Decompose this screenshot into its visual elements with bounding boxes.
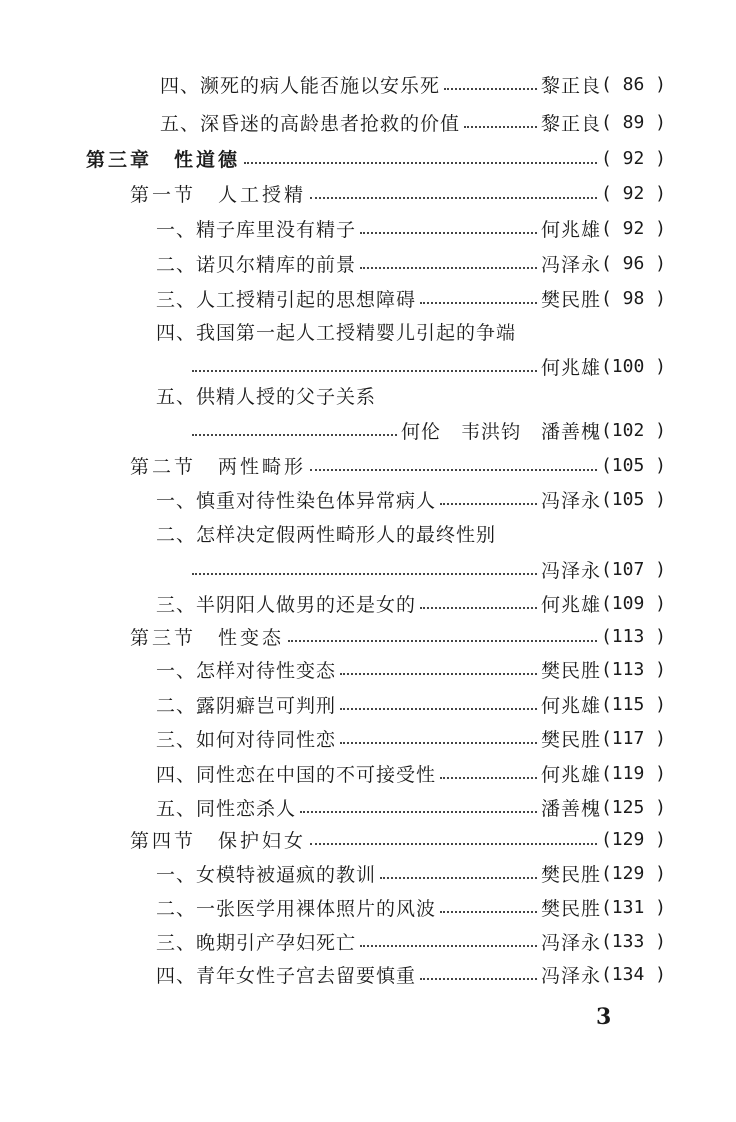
toc-entry-page: (100 ) <box>600 355 666 377</box>
toc-entry-page: (109 ) <box>600 592 666 614</box>
toc-entry <box>160 106 666 138</box>
toc-entry-title: 一、怎样对待性变态 <box>156 659 337 682</box>
toc-entry <box>156 688 666 720</box>
toc-entry-page: (113 ) <box>600 658 666 680</box>
toc-entry-page: (125 ) <box>600 796 666 818</box>
toc-section-title: 第四节 保护妇女 <box>130 829 307 852</box>
leader-dots <box>340 673 537 675</box>
toc-entry-title: 四、濒死的病人能否施以安乐死 <box>160 74 441 97</box>
toc-entry-author: 樊民胜 <box>540 897 601 920</box>
page-number: 3 <box>596 1004 612 1030</box>
toc-entry-title: 四、我国第一起人工授精婴儿引起的争端 <box>156 321 517 344</box>
toc-entry-title: 二、怎样决定假两性畸形人的最终性别 <box>156 523 497 546</box>
toc-entry-title: 三、晚期引产孕妇死亡 <box>156 931 357 954</box>
leader-dots <box>420 302 537 304</box>
toc-chapter-title: 第三章 性道德 <box>86 148 241 171</box>
toc-entry <box>156 791 666 823</box>
leader-dots <box>440 503 537 505</box>
leader-dots <box>300 811 537 813</box>
toc-section <box>130 177 666 209</box>
toc-entry <box>156 212 666 244</box>
toc-entry-title: 二、诺贝尔精库的前景 <box>156 253 357 276</box>
toc-entry <box>156 247 666 279</box>
toc-entry-page: (105 ) <box>600 488 666 510</box>
toc-entry-author: 何兆雄 <box>540 218 601 241</box>
toc-entry <box>156 857 666 889</box>
toc-entry-title: 三、半阴阳人做男的还是女的 <box>156 593 417 616</box>
toc-entry-author: 何兆雄 <box>540 694 601 717</box>
leader-dots <box>310 843 597 845</box>
toc-chapter-page: ( 92 ) <box>600 147 666 169</box>
leader-dots <box>444 88 537 90</box>
toc-entry <box>160 68 666 100</box>
toc-section-page: (129 ) <box>600 828 666 850</box>
leader-dots <box>360 945 537 947</box>
toc-entry-title: 一、慎重对待性染色体异常病人 <box>156 489 437 512</box>
toc-entry-author: 冯泽永 <box>540 489 601 512</box>
toc-entry <box>156 925 666 957</box>
toc-section <box>130 823 666 855</box>
toc-section <box>130 620 666 652</box>
toc-entry-author: 樊民胜 <box>540 288 601 311</box>
toc-entry-page: ( 89 ) <box>600 111 666 133</box>
toc-entry-title: 五、深昏迷的高龄患者抢救的价值 <box>160 112 461 135</box>
toc-entry-author: 冯泽永 <box>540 931 601 954</box>
toc-entry-page: (119 ) <box>600 762 666 784</box>
toc-entry-page: (131 ) <box>600 896 666 918</box>
toc-entry <box>188 553 666 585</box>
toc-entry-author: 冯泽永 <box>540 559 601 582</box>
toc-entry-title: 三、如何对待同性恋 <box>156 728 337 751</box>
toc-entry-author: 何伦 韦洪钧 潘善槐 <box>400 420 601 443</box>
toc-entry-author: 冯泽永 <box>540 964 601 987</box>
toc-entry-title: 一、女模特被逼疯的教训 <box>156 863 377 886</box>
toc-entry <box>156 891 666 923</box>
toc-entry <box>156 653 666 685</box>
toc-section-title: 第一节 人工授精 <box>130 183 307 206</box>
leader-dots <box>340 708 537 710</box>
toc-entry-author: 黎正良 <box>540 74 601 97</box>
leader-dots <box>440 777 537 779</box>
leader-dots <box>192 370 537 372</box>
toc-entry-title: 四、同性恋在中国的不可接受性 <box>156 763 437 786</box>
leader-dots <box>310 469 597 471</box>
toc-entry-title: 二、一张医学用裸体照片的风波 <box>156 897 437 920</box>
toc-entry-author: 樊民胜 <box>540 728 601 751</box>
toc-entry <box>156 282 666 314</box>
toc-entry-author: 潘善槐 <box>540 797 601 820</box>
toc-entry-author: 何兆雄 <box>540 593 601 616</box>
toc-entry-title: 三、人工授精引起的思想障碍 <box>156 288 417 311</box>
leader-dots <box>464 126 537 128</box>
toc-entry-author: 樊民胜 <box>540 659 601 682</box>
leader-dots <box>192 573 537 575</box>
toc-section-page: ( 92 ) <box>600 182 666 204</box>
toc-entry-page: (115 ) <box>600 693 666 715</box>
leader-dots <box>420 978 537 980</box>
toc-entry-author: 樊民胜 <box>540 863 601 886</box>
leader-dots <box>360 267 537 269</box>
leader-dots <box>360 232 537 234</box>
toc-section-page: (105 ) <box>600 454 666 476</box>
toc-entry <box>156 722 666 754</box>
leader-dots <box>288 640 597 642</box>
toc-entry <box>188 414 666 446</box>
toc-entry-title: 五、同性恋杀人 <box>156 797 297 820</box>
toc-entry-title: 四、青年女性子宫去留要慎重 <box>156 964 417 987</box>
toc-section-title: 第二节 两性畸形 <box>130 455 307 478</box>
leader-dots <box>420 607 537 609</box>
toc-entry <box>156 757 666 789</box>
toc-entry-page: (129 ) <box>600 862 666 884</box>
toc-entry <box>156 587 666 619</box>
toc-entry-page: (102 ) <box>600 419 666 441</box>
toc-entry-page: ( 96 ) <box>600 252 666 274</box>
toc-entry-author: 何兆雄 <box>540 763 601 786</box>
leader-dots <box>340 742 537 744</box>
toc-entry-author: 黎正良 <box>540 112 601 135</box>
leader-dots <box>310 197 597 199</box>
toc-entry-author: 冯泽永 <box>540 253 601 276</box>
toc-section-title: 第三节 性变态 <box>130 626 285 649</box>
toc-entry-page: ( 98 ) <box>600 287 666 309</box>
toc-entry <box>188 350 666 382</box>
toc-entry-page: (107 ) <box>600 558 666 580</box>
toc-chapter <box>86 142 666 174</box>
toc-entry-title: 二、露阴癖岂可判刑 <box>156 694 337 717</box>
leader-dots <box>440 911 537 913</box>
toc-entry <box>156 958 666 990</box>
toc-entry-title: 五、供精人授的父子关系 <box>156 385 377 408</box>
toc-section <box>130 449 666 481</box>
leader-dots <box>192 434 397 436</box>
toc-entry-title: 一、精子库里没有精子 <box>156 218 357 241</box>
toc-section-page: (113 ) <box>600 625 666 647</box>
toc-entry-author: 何兆雄 <box>540 356 601 379</box>
toc-entry-page: ( 86 ) <box>600 73 666 95</box>
leader-dots <box>244 162 597 164</box>
toc-entry-page: (134 ) <box>600 963 666 985</box>
toc-entry-page: (133 ) <box>600 930 666 952</box>
toc-entry-page: ( 92 ) <box>600 217 666 239</box>
leader-dots <box>380 877 537 879</box>
toc-entry-page: (117 ) <box>600 727 666 749</box>
toc-entry <box>156 483 666 515</box>
